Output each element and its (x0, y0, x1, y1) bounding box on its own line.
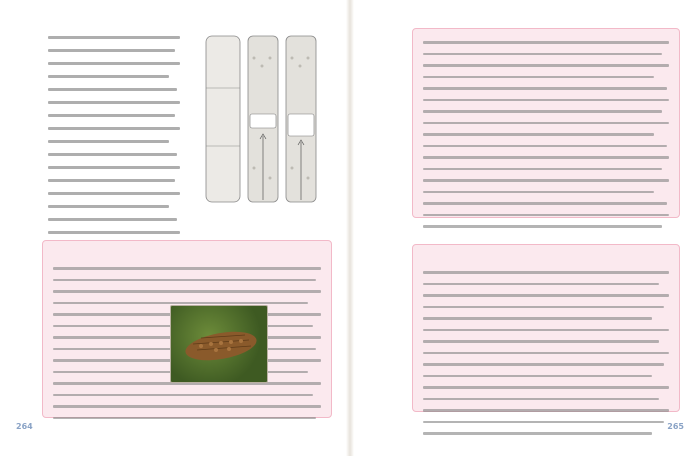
text-line (53, 267, 321, 270)
text-line (423, 306, 664, 309)
text-line (53, 302, 308, 305)
text-line (423, 156, 669, 159)
text-line (53, 290, 321, 293)
text-line (423, 363, 664, 366)
text-line (423, 329, 669, 332)
text-line (423, 145, 667, 148)
info-box-bottom (412, 244, 680, 412)
text-line (423, 375, 652, 378)
right-page (350, 0, 700, 456)
text-line (423, 225, 662, 228)
text-line (423, 53, 662, 56)
text-line (423, 340, 659, 343)
text-line (423, 110, 662, 113)
text-line (423, 294, 669, 297)
folio-left (16, 422, 33, 431)
text-line (48, 231, 180, 234)
text-line (423, 87, 667, 90)
text-line (423, 409, 669, 412)
text-line (423, 99, 669, 102)
text-line (423, 122, 669, 125)
text-line (423, 133, 654, 136)
text-line (423, 271, 669, 274)
text-line (423, 386, 669, 389)
pine-cone-image (171, 306, 267, 382)
text-line (423, 41, 669, 44)
text-line (48, 75, 169, 78)
text-line (53, 405, 321, 408)
text-line (48, 114, 175, 117)
text-line (53, 394, 313, 397)
text-line (423, 398, 659, 401)
text-line (423, 76, 654, 79)
info-box-top-text (423, 41, 669, 237)
page-number-left: 264 (16, 422, 33, 431)
text-line (423, 352, 669, 355)
text-line (48, 205, 169, 208)
text-line (48, 88, 177, 91)
pine-cone-photo (170, 305, 268, 383)
text-line (423, 64, 669, 67)
text-line (423, 202, 667, 205)
text-line (48, 153, 177, 156)
text-line (423, 283, 659, 286)
text-line (423, 191, 654, 194)
book-gutter (346, 0, 354, 456)
text-line (423, 168, 662, 171)
xylem-diagram (188, 28, 330, 210)
text-line (48, 127, 180, 130)
text-line (48, 218, 177, 221)
text-line (423, 214, 669, 217)
text-line (423, 179, 669, 182)
info-box-top (412, 28, 680, 218)
text-line (48, 36, 180, 39)
text-line (423, 317, 652, 320)
left-body-text (48, 36, 180, 257)
text-line (48, 101, 180, 104)
text-line (48, 140, 169, 143)
text-line (48, 179, 175, 182)
text-line (53, 279, 316, 282)
text-line (48, 192, 180, 195)
folio-right (667, 422, 684, 431)
page-number-right: 265 (667, 422, 684, 431)
vessel-illustration (188, 28, 330, 210)
text-line (423, 421, 664, 424)
text-line (423, 432, 652, 435)
text-line (48, 62, 180, 65)
text-line (53, 417, 316, 420)
text-line (48, 49, 175, 52)
info-box-bottom-text (423, 271, 669, 444)
text-line (48, 166, 180, 169)
